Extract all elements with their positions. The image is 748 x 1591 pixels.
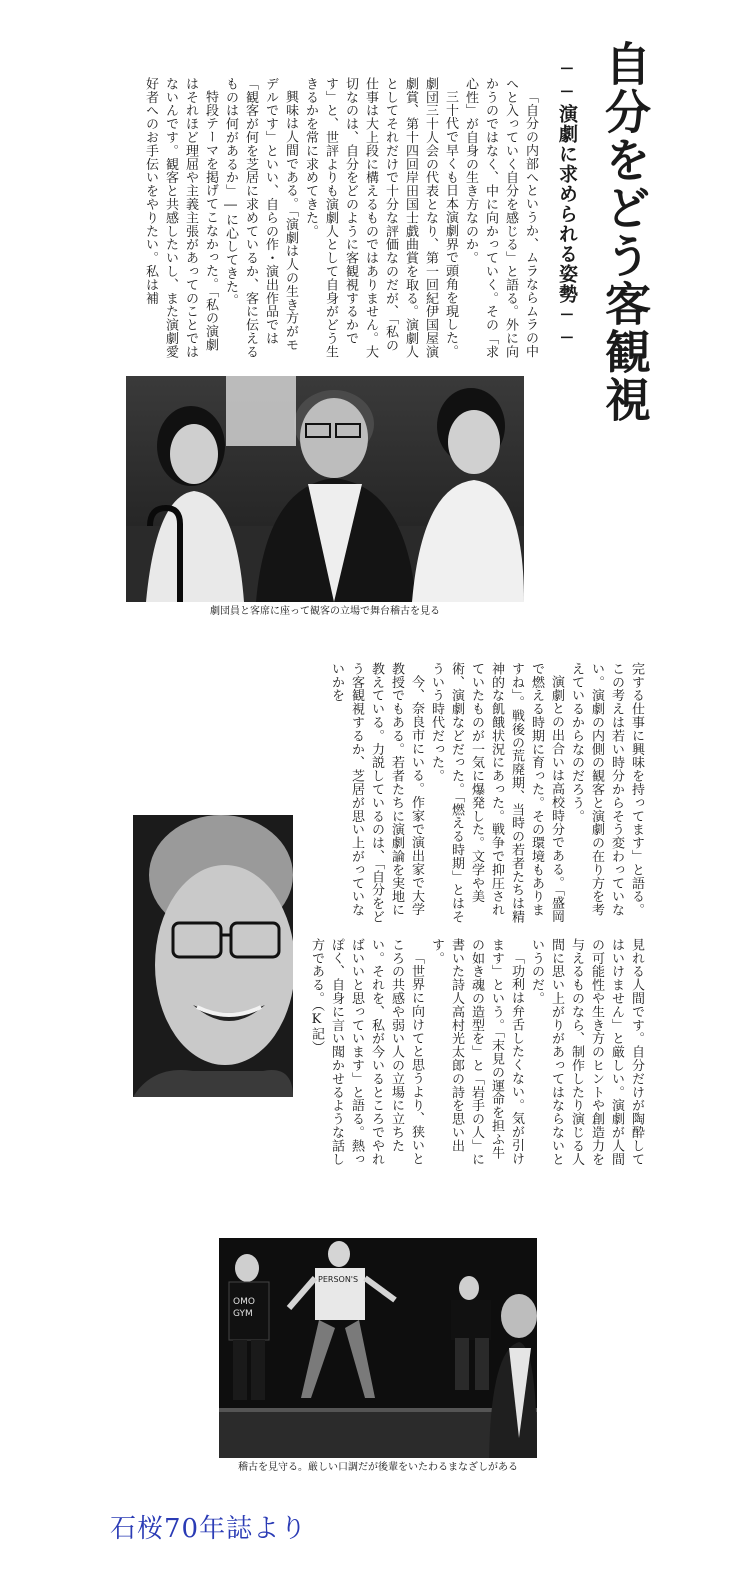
article-column-3 <box>309 938 646 1170</box>
paragraph: 三十代で早くも日本演劇界で頭角を現した。劇団三十人会の代表となり、第一回紀伊国屋演劇賞、第十四回岸田国士戯曲賞を取る。演劇人としてそれだけで十分な評価なのだが、「私の仕事は大上段に構えるものではありません。大切なのは、自分をどのように客観視するかです」と、世評よりも演劇人として自身がどう生きるかを常に求めてきた。 <box>303 77 458 359</box>
photo-audience-image <box>126 376 524 602</box>
photo-portrait <box>133 815 293 1097</box>
photo-audience-caption: 劇団員と客席に座って観客の立場で舞台稽古を見る <box>126 604 524 620</box>
paragraph: 興味は人間である。「演劇は人の生き方がモデルです」といい、自らの作・演出作品では「観客が何を芝居に求めているか、客に伝えるものは何があるか」―に心してきた。 <box>223 77 298 359</box>
portrait-image <box>133 815 293 1097</box>
shirt-text-gym: GYM <box>233 1309 253 1319</box>
paragraph: 「世界に向けてと思うより、狭いところの共感や弱い人の立場に立ちたい。それを、私が今いるところでやればいいと思っています」と語る。熱っぽく、自身に言い聞かせるような話し方である。（K記） <box>309 938 424 1166</box>
source-note: 石桜70年誌より <box>110 1514 308 1544</box>
paragraph: 見れる人間です。自分だけが陶酔してはいけません」と厳しい。演劇が人間の可能性や生き方のヒントや創造力を与えるものなら、制作したり演じる人間に思い上がりがあってはならないというのだ。 <box>529 938 644 1166</box>
rehearsal-image <box>219 1238 537 1458</box>
paragraph: 完する仕事に興味を持ってます」と語る。この考えは若い時分からそう変わっていない。演劇の内側の観客と演劇の在り方を考えているからなのだろう。 <box>569 662 644 917</box>
paragraph: 今、奈良市にいる。作家で演出家で大学教授でもある。若者たちに演劇論を実地に教えている。力説しているのは、「自分をどう客観視するか、芝居が思い上がっていないかを <box>329 662 424 924</box>
article-title: 自分をどう客観視 <box>598 40 652 424</box>
paragraph: 「功利は弁舌したくない。気が引けます」という。「末見の運命を担ふ牛の如き魂の造型を」と「岩手の人」に書いた詩人高村光太郎の詩を思い出す。 <box>429 938 524 1166</box>
photo-rehearsal-caption: 稽古を見守る。厳しい口調だが後輩をいたわるまなざしがある <box>219 1460 537 1476</box>
shirt-text-persons: PERSON'S <box>318 1275 359 1284</box>
article-subtitle: ──演劇に求められる姿勢── <box>556 58 578 350</box>
article-column-2 <box>322 662 646 924</box>
paragraph: 演劇との出合いは高校時分である。「盛岡で燃える時期に育った。その環境もありますね」。戦後の荒廃期、当時の若者たちは精神的な飢餓状況にあった。戦争で抑圧されていたものが一気に爆発した。文学や美術、演劇などだった。「燃える時期」とはそういう時代だった。 <box>429 662 564 924</box>
article-column-1 <box>75 77 540 362</box>
photo-rehearsal-stage <box>219 1238 537 1458</box>
paragraph: 「自分の内部へというか、ムラならムラの中へと入っていく自分を感じる」と語る。外に向かうのではなく、中に向かっていく。その「求心性」が自身の生き方なのか。 <box>463 77 538 359</box>
photo-audience-seats <box>126 376 524 602</box>
paragraph: 特段テーマを掲げてこなかった。「私の演劇はそれほど理屈や主義主張があってのことではないんです。観客と共感したいし、また演劇愛好者へのお手伝いをやりたい。私は補 <box>143 77 218 359</box>
shirt-text-omo: OMO <box>233 1297 255 1307</box>
